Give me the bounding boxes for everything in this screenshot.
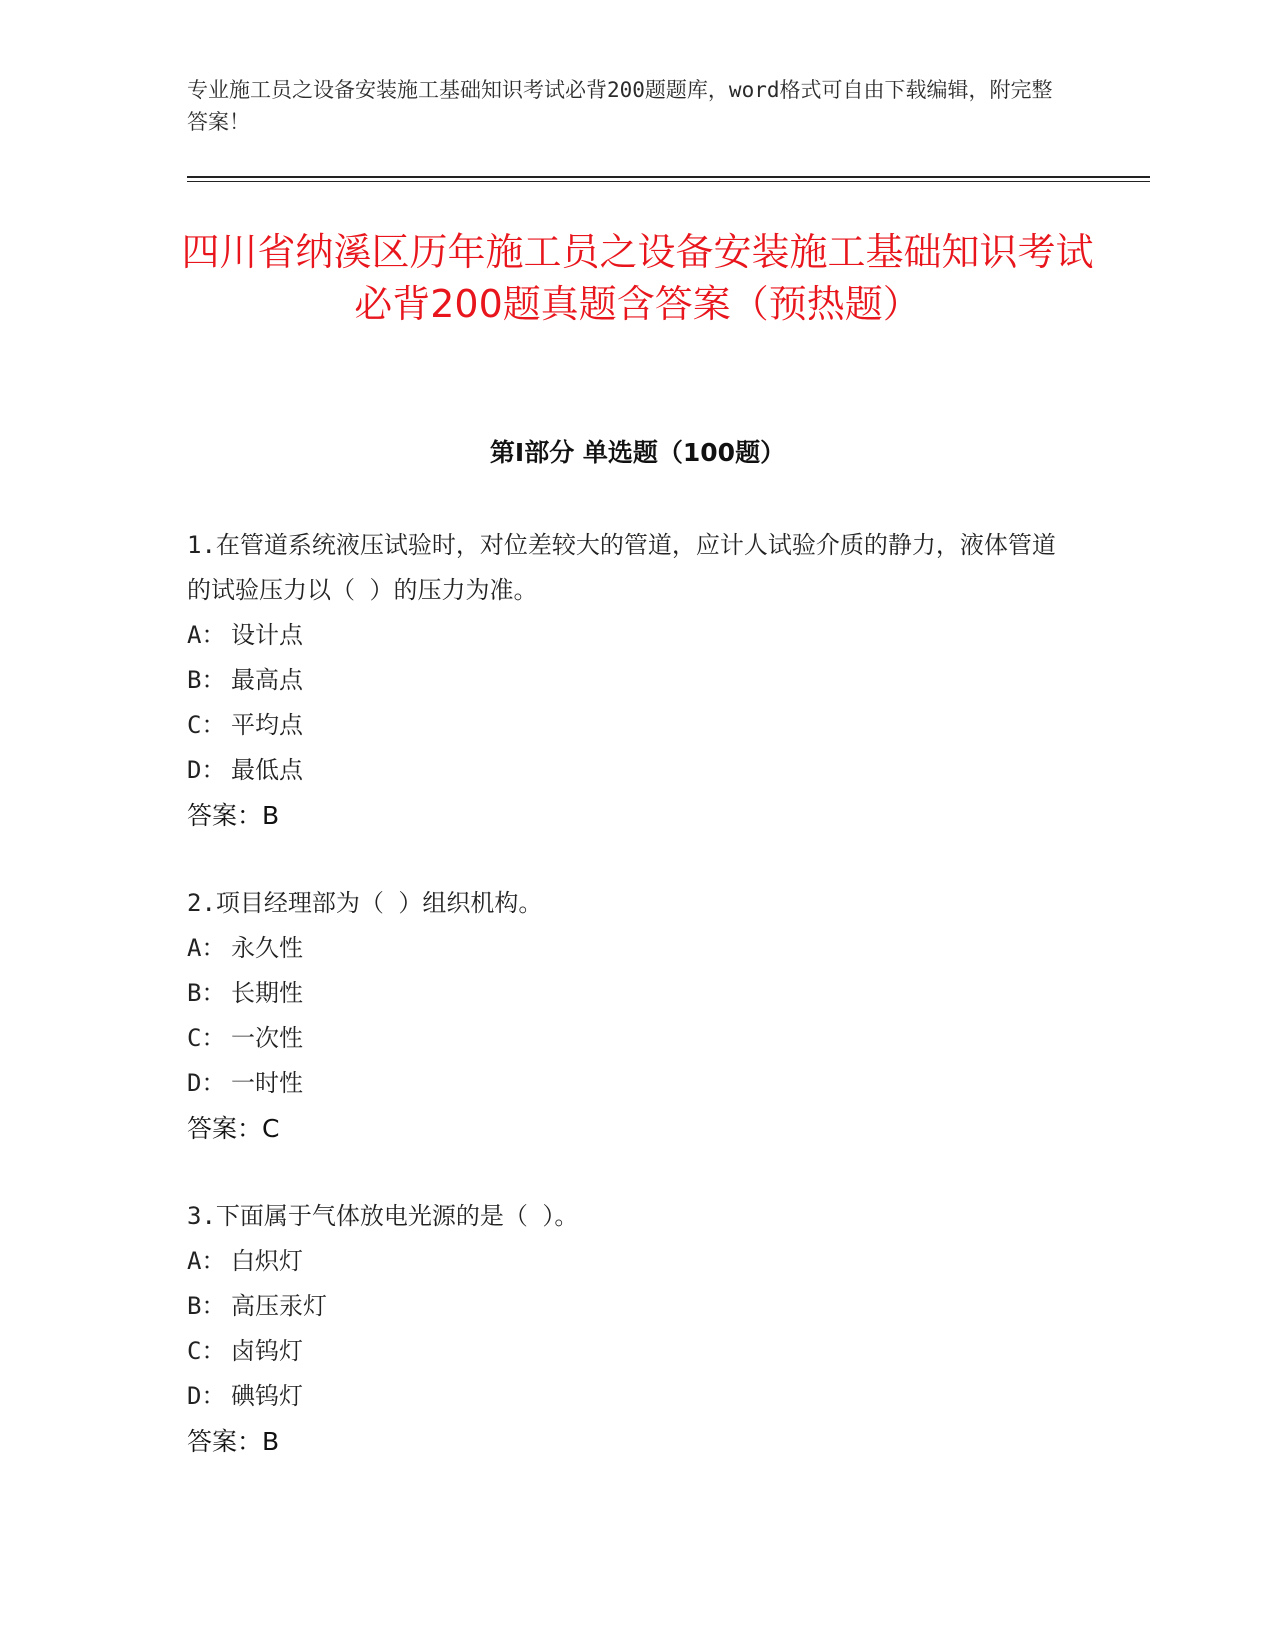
option-d [187,748,1067,793]
option-key: A： [187,621,226,649]
option-text: 卤钨灯 [231,1337,303,1365]
option-key: B： [187,1292,226,1320]
header-divider-thin [187,181,1150,182]
answer-line [187,1419,1067,1464]
option-text: 最低点 [231,756,303,784]
header-note: 专业施工员之设备安装施工基础知识考试必背200题题库，word格式可自由下载编辑，附完整答案！ [187,78,1053,134]
option-a [187,926,1067,971]
option-text: 设计点 [231,621,303,649]
header-divider-thick [187,176,1150,178]
option-key: A： [187,1247,226,1275]
question-list [187,523,1067,1507]
question-stem: 3.下面属于气体放电光源的是（ ）。 [187,1202,579,1230]
option-text: 高压汞灯 [231,1292,327,1320]
document-title: 四川省纳溪区历年施工员之设备安装施工基础知识考试必背200题真题含答案（预热题） [181,230,1094,326]
option-c [187,1329,1067,1374]
option-key: D： [187,756,226,784]
question-2 [187,881,1067,1151]
option-text: 平均点 [231,711,303,739]
option-a [187,613,1067,658]
option-key: C： [187,711,226,739]
section-title: 第Ⅰ部分 单选题（100题） [489,438,786,467]
answer-line [187,1106,1067,1151]
option-b [187,1284,1067,1329]
option-text: 一次性 [231,1024,303,1052]
option-c [187,703,1067,748]
option-c [187,1016,1067,1061]
option-text: 长期性 [231,979,303,1007]
option-key: D： [187,1382,226,1410]
question-stem: 2.项目经理部为（ ）组织机构。 [187,889,543,917]
option-text: 永久性 [231,934,303,962]
option-text: 最高点 [231,666,303,694]
option-key: C： [187,1337,226,1365]
answer-line [187,793,1067,838]
option-d [187,1061,1067,1106]
option-a [187,1239,1067,1284]
option-b [187,658,1067,703]
option-key: B： [187,979,226,1007]
answer-label: 答案： [187,1114,263,1143]
option-key: C： [187,1024,226,1052]
question-3 [187,1194,1067,1464]
option-key: B： [187,666,226,694]
option-key: D： [187,1069,226,1097]
option-key: A： [187,934,226,962]
option-text: 一时性 [231,1069,303,1097]
answer-label: 答案： [187,1427,263,1456]
question-1 [187,523,1067,838]
option-b [187,971,1067,1016]
answer-value: B [262,1427,280,1456]
answer-label: 答案： [187,801,263,830]
answer-value: C [262,1114,280,1143]
option-d [187,1374,1067,1419]
answer-value: B [262,801,280,830]
question-stem: 1.在管道系统液压试验时，对位差较大的管道，应计人试验介质的静力，液体管道的试验压力以（ ）的压力为准。 [187,531,1056,604]
option-text: 碘钨灯 [231,1382,303,1410]
option-text: 白炽灯 [231,1247,303,1275]
